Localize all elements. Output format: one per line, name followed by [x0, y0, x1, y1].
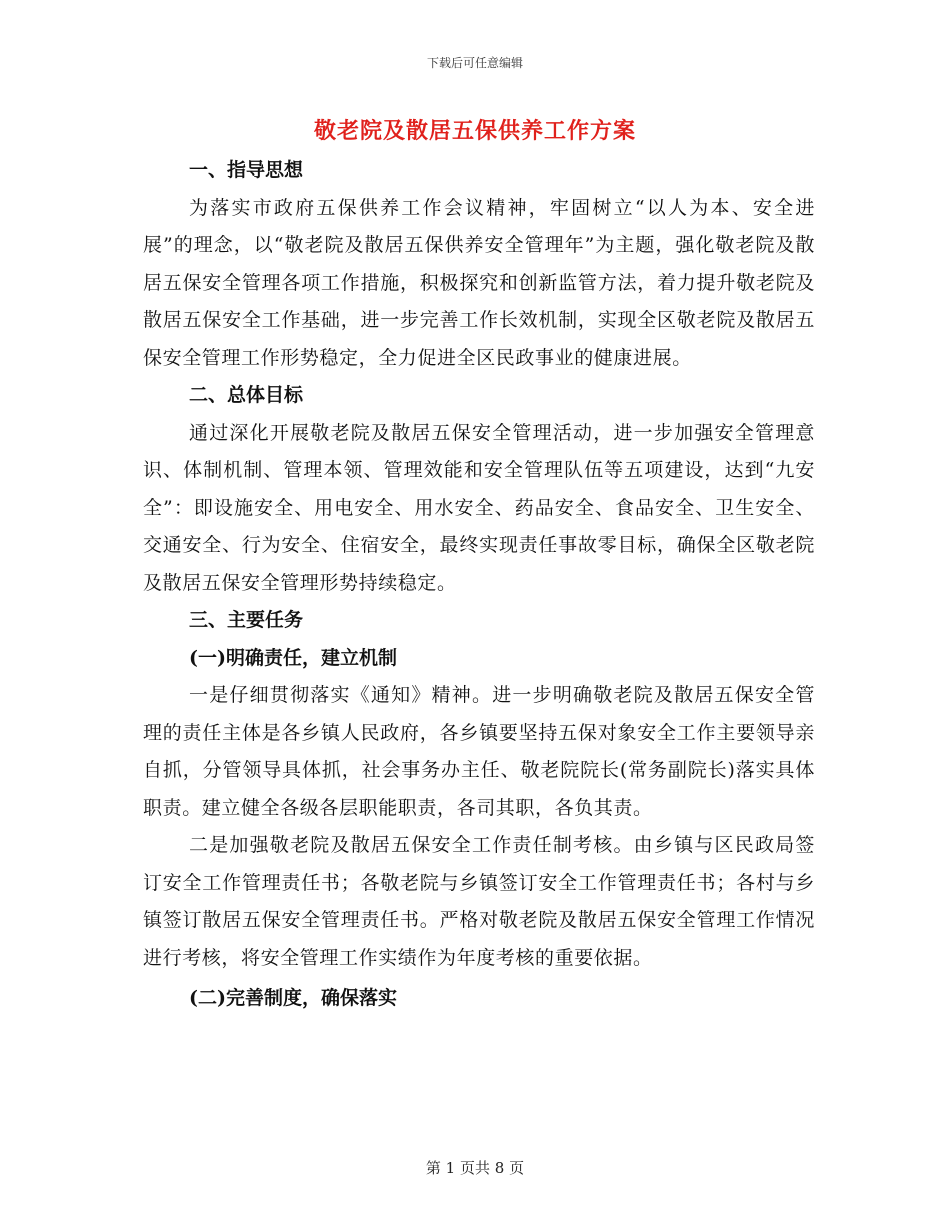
header-note: 下载后可任意编辑 — [426, 56, 523, 70]
document-body — [143, 152, 815, 1018]
subsection-heading-system: (二)完善制度，确保落实 — [189, 987, 397, 1009]
section-heading-overall-goal: 二、总体目标 — [189, 384, 304, 406]
paragraph-guiding-thought: 为落实市政府五保供养工作会议精神，牢固树立“以人为本、安全进展”的理念，以“敬老院及散居五保供养安全管理年”为主题，强化敬老院及散居五保安全管理各项工作措施，积极探究和创新监管方法，着力提升敬老院及散居五保安全工作基础，进一步完善工作长效机制，实现全区敬老院及散居五保安全管理工作形势稳定，全力促进全区民政事业的健康进展。 — [143, 196, 815, 369]
section-heading-guiding-thought: 一、指导思想 — [189, 159, 304, 181]
paragraph-overall-goal: 通过深化开展敬老院及散居五保安全管理活动，进一步加强安全管理意识、体制机制、管理本领、管理效能和安全管理队伍等五项建设，达到“九安全”：即设施安全、用电安全、用水安全、药品安全、食品安全、卫生安全、交通安全、行为安全、住宿安全，最终实现责任事故零目标，确保全区敬老院及散居五保安全管理形势持续稳定。 — [143, 421, 815, 594]
section-heading-main-tasks: 三、主要任务 — [189, 609, 304, 631]
page-footer: 第 1 页共 8 页 — [425, 1159, 525, 1177]
subsection-heading-responsibility: (一)明确责任，建立机制 — [189, 646, 397, 669]
document-title: 敬老院及散居五保供养工作方案 — [313, 118, 636, 144]
paragraph-task-two: 二是加强敬老院及散居五保安全工作责任制考核。由乡镇与区民政局签订安全工作管理责任书；各敬老院与乡镇签订安全工作管理责任书；各村与乡镇签订散居五保安全管理责任书。严格对敬老院及散居五保安全管理工作情况进行考核，将安全管理工作实绩作为年度考核的重要依据。 — [143, 834, 815, 969]
paragraph-task-one: 一是仔细贯彻落实《通知》精神。进一步明确敬老院及散居五保安全管理的责任主体是各乡镇人民政府，各乡镇要坚持五保对象安全工作主要领导亲自抓，分管领导具体抓，社会事务办主任、敬老院院长(常务副院长)落实具体职责。建立健全各级各层职能职责，各司其职，各负其责。 — [143, 684, 815, 819]
